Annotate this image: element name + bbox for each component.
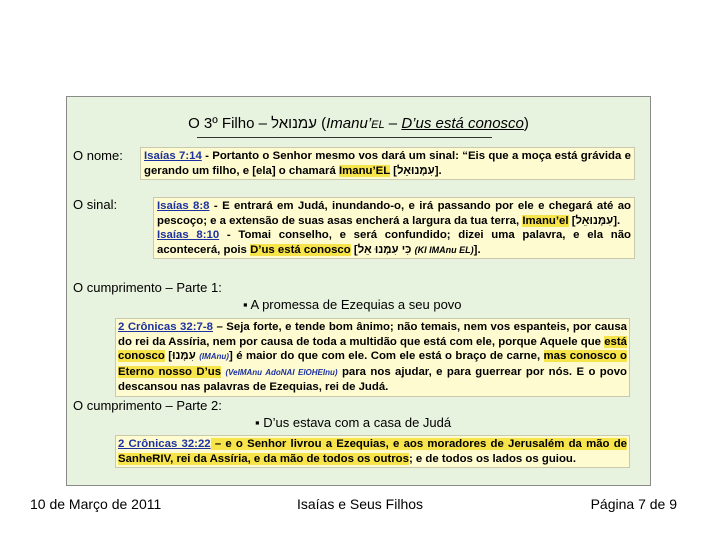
box-cumprimento-1: 2 Crônicas 32:7-8 – Seja forte, e tende bom ânimo; não temais, nem vos espanteis, por causa do rei da Assíria, nem por causa de toda a multidão que está com ele, porque Aquele que está conosco [עִמָּנוּ (IMAnu)] é maior do que com ele. Com ele está o braço de carne, mas conosco o Eterno nosso D’us (VeIMAnu AdoNAI ElOHEInu) para nos ajudar, e para guerrear por nós. E o povo descansou nas palavras de Ezequias, rei de Judá. xyxy=(115,318,630,397)
ref-isaias-8-8[interactable]: Isaías 8:8 xyxy=(157,200,210,212)
title-paren-close: ) xyxy=(523,115,529,132)
sinal-text3: - Tomai conselho, e será confundido; dizei uma palavra, e ela não acontecerá, pois xyxy=(157,229,631,256)
sinal-text4: ]. xyxy=(473,243,481,256)
sinal-hebrew1: עִמָּנוּאֵל xyxy=(575,214,614,227)
sinal-highlight2: D’us está conosco xyxy=(250,243,351,256)
label-sinal: O sinal: xyxy=(73,197,118,212)
c2-text1: ; e de todos os lados os guiou. xyxy=(408,452,577,465)
box-nome: Isaías 7:14 - Portanto o Senhor mesmo vos dará um sinal: “Eis que a moça está grávida e gerando um filho, e [ela] o chamará Imanu’EL [עִמָּנוּאֵל]. xyxy=(140,147,635,180)
label-cumprimento-1: O cumprimento – Parte 1: xyxy=(73,280,222,295)
c1-text1: – Seja forte, e tende bom ânimo; não temais, nem vos espanteis, por causa do rei da Assíria, nem por causa de toda a multidão que está com ele, porque Aquele que xyxy=(118,321,627,348)
c1-highlight2: mas conosco o Eterno nosso D’us xyxy=(118,350,628,378)
box-cumprimento-2 xyxy=(115,435,630,468)
bullet-cumprimento-1: ▪ A promessa de Ezequias a seu povo xyxy=(243,297,462,312)
label-nome: O nome: xyxy=(73,148,123,163)
ref-2-cronicas-32-22[interactable]: 2 Crônicas 32:22 xyxy=(118,438,211,450)
c1-text2: ] é maior do que com ele. Com ele está o braço de carne, xyxy=(228,350,544,363)
sinal-hebrew2: כִּי עִמָּנוּ אֵל xyxy=(357,243,412,256)
footer-date: 10 de Março de 2011 xyxy=(30,496,162,512)
nome-text1: - Portanto o Senhor mesmo vos dará um sinal: “Eis que a moça está grávida e gerando um filho, e [ela] o chamará xyxy=(144,150,631,177)
nome-text2: ]. xyxy=(434,164,442,177)
c1-highlight1: está conosco xyxy=(118,335,627,363)
c2-highlight: – e o Senhor livrou a Ezequias, e aos moradores de Jerusalém da mão de SanheRIV, rei da Assíria, e da mão de todos os outros xyxy=(118,438,627,465)
nome-hebrew: עִמָּנוּאֵל xyxy=(396,164,435,177)
ref-isaias-7-14[interactable]: Isaías 7:14 xyxy=(144,150,202,162)
content-panel xyxy=(66,96,651,486)
sinal-highlight1: Imanu’el xyxy=(522,214,569,227)
title-name: Imanu’ xyxy=(326,115,372,132)
title-prefix: O 3º Filho – xyxy=(188,115,272,132)
title-meaning: D’us está conosco xyxy=(401,115,524,132)
nome-highlight: Imanu’EL xyxy=(338,164,391,177)
title-hebrew: עמנואל xyxy=(271,115,317,132)
title-dash: – xyxy=(384,115,402,132)
title-name-el: EL xyxy=(371,119,385,131)
c1-hebrew1: עִמָּנוּ xyxy=(172,350,196,363)
sinal-text1: - E entrará em Judá, inundando-o, e irá passando por ele e chegará até ao pescoço; e a extensão de suas asas encherá a largura da tua terra, xyxy=(157,200,631,227)
bullet-text-2: D’us estava com a casa de Judá xyxy=(263,415,452,430)
footer-title: Isaías e Seus Filhos xyxy=(296,496,424,512)
bullet-text-1: A promessa de Ezequias a seu povo xyxy=(250,297,462,312)
sinal-text2: ]. xyxy=(613,214,621,227)
title-underline xyxy=(197,137,492,138)
ref-isaias-8-10[interactable]: Isaías 8:10 xyxy=(157,229,220,242)
c1-text3: para nos ajudar, e para guerrear por nós. E o povo descansou nas palavras de Ezequias, rei de Judá. xyxy=(118,365,627,394)
title-paren-open: ( xyxy=(316,115,327,132)
c1-translit2: VeIMAnu AdoNAI ElOHEInu xyxy=(228,367,335,377)
sinal-translit2: KI IMAnu EL xyxy=(417,244,471,255)
bullet-cumprimento-2: ▪ D’us estava com a casa de Judá xyxy=(255,415,452,430)
c1-translit1: IMAnu xyxy=(201,352,227,362)
slide-title xyxy=(67,115,650,132)
label-cumprimento-2: O cumprimento – Parte 2: xyxy=(73,398,222,413)
box-sinal: Isaías 8:8 - E entrará em Judá, inundando-o, e irá passando por ele e chegará até ao pescoço; e a extensão de suas asas encherá a largura da tua terra, Imanu’el [עִמָּנוּאֵל]. Isaías 8:10 - Tomai conselho, e será confundido; dizei uma palavra, e ela não acontecerá, pois D’us está conosco [כִּי עִמָּנוּ אֵל (KI IMAnu EL)]. xyxy=(153,197,635,259)
footer-page-number: Página 7 de 9 xyxy=(590,496,677,512)
ref-2-cronicas-32-7-8[interactable]: 2 Crônicas 32:7-8 xyxy=(118,321,213,333)
